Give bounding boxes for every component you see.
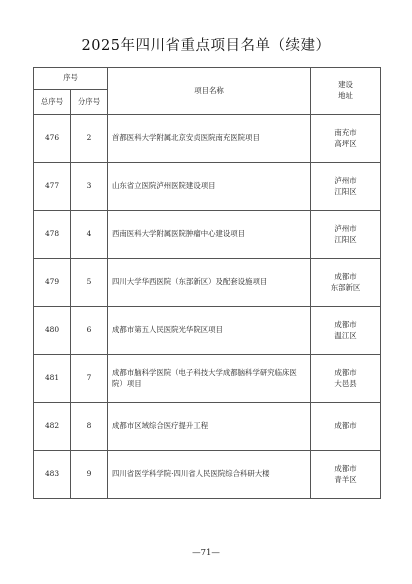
project-name-cell: 山东省立医院泸州医院建设项目: [108, 163, 311, 211]
table-row: [34, 451, 381, 499]
location-cell: [311, 115, 381, 163]
location-district: 青羊区: [334, 474, 357, 484]
header-project-name: 项目名称: [108, 68, 311, 115]
total-seq-cell: 481: [34, 355, 71, 403]
project-name-cell: 四川大学华西医院（东部新区）及配套设施项目: [108, 259, 311, 307]
table-row: [34, 163, 381, 211]
location-city: 南充市: [334, 127, 357, 137]
project-table: [33, 67, 381, 499]
location-district: 江阳区: [334, 234, 357, 244]
location-city: 泸州市: [334, 223, 357, 233]
location-cell: [311, 211, 381, 259]
project-name-cell: 成都市第五人民医院光华院区项目: [108, 307, 311, 355]
sub-seq-cell: 7: [71, 355, 108, 403]
page-title: 2025年四川省重点项目名单（续建）: [81, 38, 331, 54]
location-district: 东部新区: [330, 282, 361, 292]
location-city: 成都市: [334, 271, 357, 281]
project-name-cell: 四川省医学科学院·四川省人民医院综合科研大楼: [108, 451, 311, 499]
sub-seq-cell: 3: [71, 163, 108, 211]
header-seq-group: 序号: [34, 68, 108, 90]
location-cell: [311, 259, 381, 307]
location-district: 温江区: [334, 330, 357, 340]
total-seq-cell: 477: [34, 163, 71, 211]
header-sub-seq: 分序号: [71, 90, 108, 115]
table-row: [34, 211, 381, 259]
project-name-cell: 首都医科大学附属北京安贞医院南充医院项目: [108, 115, 311, 163]
project-name-cell: 成都市区域综合医疗提升工程: [108, 403, 311, 451]
page-number: —71—: [192, 548, 220, 558]
location-cell: [311, 307, 381, 355]
location-district: 高坪区: [334, 138, 357, 148]
total-seq-cell: 479: [34, 259, 71, 307]
location-city: 成都市: [334, 421, 357, 431]
project-name-cell: 西南医科大学附属医院肿瘤中心建设项目: [108, 211, 311, 259]
total-seq-cell: 476: [34, 115, 71, 163]
sub-seq-cell: 8: [71, 403, 108, 451]
location-district: 江阳区: [334, 186, 357, 196]
sub-seq-cell: 5: [71, 259, 108, 307]
sub-seq-cell: 2: [71, 115, 108, 163]
location-cell: [311, 355, 381, 403]
location-district: 大邑县: [334, 378, 357, 388]
header-location-line2: 地址: [338, 91, 353, 100]
total-seq-cell: 480: [34, 307, 71, 355]
header-location-line1: 建设: [338, 80, 353, 90]
table-row: [34, 355, 381, 403]
project-name-cell: 成都市脑科学医院（电子科技大学成都脑科学研究临床医院）项目: [108, 355, 311, 403]
total-seq-cell: 478: [34, 211, 71, 259]
location-city: 成都市: [334, 367, 357, 377]
sub-seq-cell: 4: [71, 211, 108, 259]
location-city: 泸州市: [334, 175, 357, 185]
table-row: [34, 403, 381, 451]
table-row: [34, 259, 381, 307]
table-row: [34, 115, 381, 163]
table-row: [34, 307, 381, 355]
location-cell: [311, 451, 381, 499]
header-location: [311, 68, 381, 115]
location-cell: [311, 403, 381, 451]
sub-seq-cell: 9: [71, 451, 108, 499]
location-city: 成都市: [334, 319, 357, 329]
total-seq-cell: 482: [34, 403, 71, 451]
location-city: 成都市: [334, 463, 357, 473]
header-total-seq: 总序号: [34, 90, 71, 115]
total-seq-cell: 483: [34, 451, 71, 499]
sub-seq-cell: 6: [71, 307, 108, 355]
location-cell: [311, 163, 381, 211]
